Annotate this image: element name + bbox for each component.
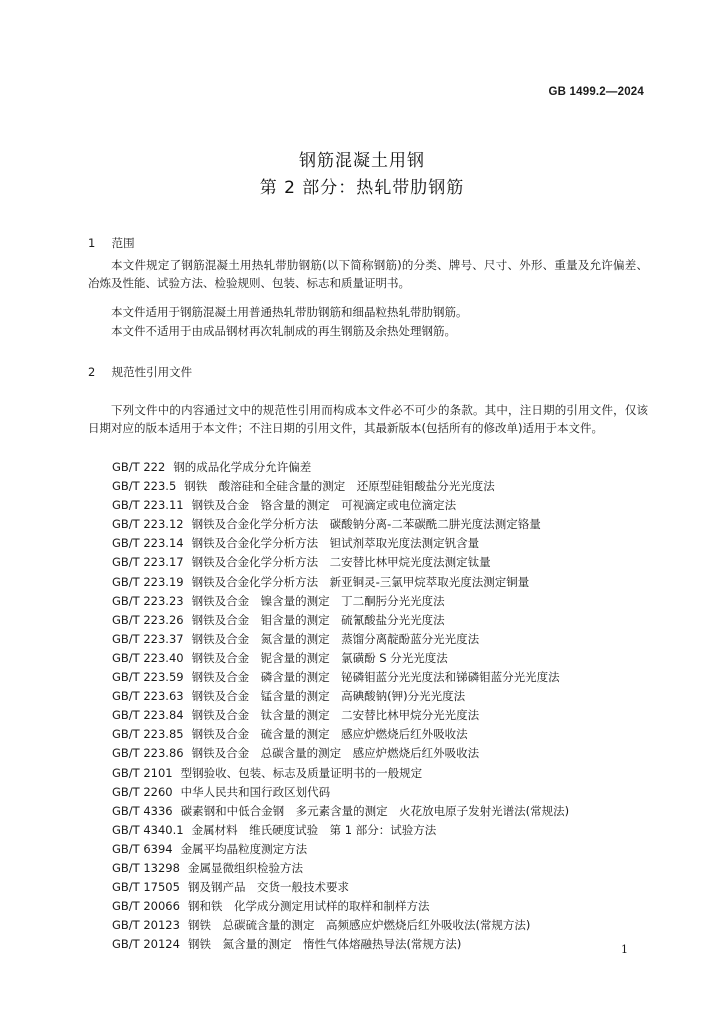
reference-item <box>112 916 652 935</box>
scope-paragraph-1: 本文件规定了钢筋混凝土用热轧带肋钢筋(以下简称钢筋)的分类、牌号、尺寸、外形、重量及允许偏差、冶炼及性能、试验方法、检验规则、包装、标志和质量证明书。 <box>88 258 648 291</box>
reference-item <box>112 668 652 687</box>
reference-item <box>112 534 652 553</box>
reference-code: GB/T 223.40 <box>112 650 184 665</box>
reference-title: 型钢验收、包装、标志及质量证明书的一般规定 <box>180 765 423 780</box>
standard-code: GB 1499.2—2024 <box>548 86 644 98</box>
reference-title: 钢铁及合金化学分析方法 新亚铜灵-三氯甲烷萃取光度法测定铜量 <box>191 574 530 589</box>
reference-item <box>112 878 652 897</box>
reference-item <box>112 802 652 821</box>
reference-item <box>112 630 652 649</box>
scope-paragraph-2: 本文件适用于钢筋混凝土用普通热轧带肋钢筋和细晶粒热轧带肋钢筋。 <box>111 305 468 319</box>
reference-title: 钢的成品化学成分允许偏差 <box>173 460 312 474</box>
document-title <box>0 148 724 202</box>
reference-title: 金属材料 维氏硬度试验 第 1 部分：试验方法 <box>191 822 437 837</box>
section-1-heading <box>88 235 135 251</box>
references-intro: 下列文件中的内容通过文中的规范性引用而构成本文件必不可少的条款。其中，注日期的引用文件，仅该日期对应的版本适用于本文件；不注日期的引用文件，其最新版本(包括所有的修改单)适用于本文件。 <box>88 403 648 436</box>
reference-code: GB/T 4336 <box>112 803 173 818</box>
reference-item <box>112 859 652 878</box>
reference-title: 钢铁及合金 钼含量的测定 硫氰酸盐分光光度法 <box>191 612 445 627</box>
reference-title: 钢铁 酸溶硅和全硅含量的测定 还原型硅钼酸盐分光光度法 <box>184 479 495 494</box>
reference-title: 钢铁及合金 镍含量的测定 丁二酮肟分光光度法 <box>191 593 445 608</box>
reference-code: GB/T 223.63 <box>112 689 184 704</box>
reference-item <box>112 783 652 802</box>
section-1-title: 范围 <box>111 236 135 250</box>
reference-title: 金属平均晶粒度测定方法 <box>180 841 308 856</box>
reference-code: GB/T 223.17 <box>112 555 184 570</box>
reference-title: 中华人民共和国行政区划代码 <box>180 784 331 799</box>
reference-code: GB/T 223.11 <box>112 498 184 513</box>
reference-code: GB/T 13298 <box>112 860 180 875</box>
reference-item <box>112 935 652 954</box>
reference-code: GB/T 223.5 <box>112 479 177 494</box>
reference-item <box>112 458 652 477</box>
reference-code: GB/T 223.84 <box>112 708 184 723</box>
reference-title: 碳素钢和中低合金钢 多元素含量的测定 火花放电原子发射光谱法(常规法) <box>180 803 570 818</box>
reference-title: 金属显微组织检验方法 <box>187 860 303 875</box>
reference-item <box>112 764 652 783</box>
reference-code: GB/T 223.85 <box>112 727 184 742</box>
reference-item <box>112 477 652 496</box>
reference-item <box>112 897 652 916</box>
reference-code: GB/T 20066 <box>112 899 180 914</box>
reference-title: 钢铁及合金 磷含量的测定 铋磷钼蓝分光光度法和锑磷钼蓝分光光度法 <box>191 670 560 685</box>
reference-code: GB/T 223.19 <box>112 574 184 589</box>
section-2-heading <box>88 364 192 380</box>
reference-item <box>112 553 652 572</box>
reference-item <box>112 611 652 630</box>
section-2-title: 规范性引用文件 <box>111 365 193 379</box>
reference-title: 钢铁及合金 总碳含量的测定 感应炉燃烧后红外吸收法 <box>191 746 480 761</box>
page-number: 1 <box>621 943 628 956</box>
reference-title: 钢铁及合金化学分析方法 碳酸钠分离-二苯碳酰二肼光度法测定铬量 <box>191 517 541 532</box>
reference-title: 钢铁及合金 铌含量的测定 氯磺酚 S 分光光度法 <box>191 650 448 665</box>
reference-code: GB/T 223.12 <box>112 517 184 532</box>
reference-title: 钢铁及合金 硫含量的测定 感应炉燃烧后红外吸收法 <box>191 727 468 742</box>
reference-item <box>112 725 652 744</box>
reference-code: GB/T 223.26 <box>112 612 184 627</box>
reference-code: GB/T 223.37 <box>112 631 184 646</box>
reference-code: GB/T 222 <box>112 460 166 474</box>
reference-item <box>112 821 652 840</box>
reference-list <box>112 458 652 954</box>
reference-title: 钢铁及合金化学分析方法 钽试剂萃取光度法测定钒含量 <box>191 536 480 551</box>
reference-item <box>112 840 652 859</box>
reference-code: GB/T 223.86 <box>112 746 184 761</box>
reference-code: GB/T 223.14 <box>112 536 184 551</box>
reference-title: 钢铁及合金 钛含量的测定 二安替比林甲烷分光光度法 <box>191 708 480 723</box>
reference-title: 钢及钢产品 交货一般技术要求 <box>187 880 349 895</box>
reference-code: GB/T 20124 <box>112 937 180 952</box>
scope-paragraph-3: 本文件不适用于由成品钢材再次轧制成的再生钢筋及余热处理钢筋。 <box>111 324 456 338</box>
reference-title: 钢铁 总碳硫含量的测定 高频感应炉燃烧后红外吸收法(常规方法) <box>187 918 531 933</box>
reference-title: 钢铁 氮含量的测定 惰性气体熔融热导法(常规方法) <box>187 937 462 952</box>
reference-code: GB/T 4340.1 <box>112 822 184 837</box>
reference-item <box>112 573 652 592</box>
title-line-2: 第 2 部分：热轧带肋钢筋 <box>259 178 465 198</box>
reference-title: 钢铁及合金化学分析方法 二安替比林甲烷光度法测定钛量 <box>191 555 491 570</box>
reference-title: 钢铁及合金 氮含量的测定 蒸馏分离靛酚蓝分光光度法 <box>191 631 480 646</box>
reference-code: GB/T 223.59 <box>112 670 184 685</box>
reference-title: 钢铁及合金 锰含量的测定 高碘酸钠(钾)分光光度法 <box>191 689 466 704</box>
reference-code: GB/T 2260 <box>112 784 173 799</box>
reference-code: GB/T 20123 <box>112 918 180 933</box>
section-1-number: 1 <box>88 236 96 250</box>
reference-item <box>112 515 652 534</box>
reference-item <box>112 496 652 515</box>
reference-code: GB/T 6394 <box>112 841 173 856</box>
reference-code: GB/T 17505 <box>112 880 180 895</box>
reference-item <box>112 744 652 763</box>
reference-item <box>112 649 652 668</box>
reference-item <box>112 687 652 706</box>
section-2-number: 2 <box>88 365 96 379</box>
reference-code: GB/T 223.23 <box>112 593 184 608</box>
reference-item <box>112 592 652 611</box>
reference-title: 钢和铁 化学成分测定用试样的取样和制样方法 <box>187 899 430 914</box>
reference-code: GB/T 2101 <box>112 765 173 780</box>
reference-title: 钢铁及合金 铬含量的测定 可视滴定或电位滴定法 <box>191 498 457 513</box>
reference-item <box>112 706 652 725</box>
title-line-1: 钢筋混凝土用钢 <box>299 151 425 171</box>
